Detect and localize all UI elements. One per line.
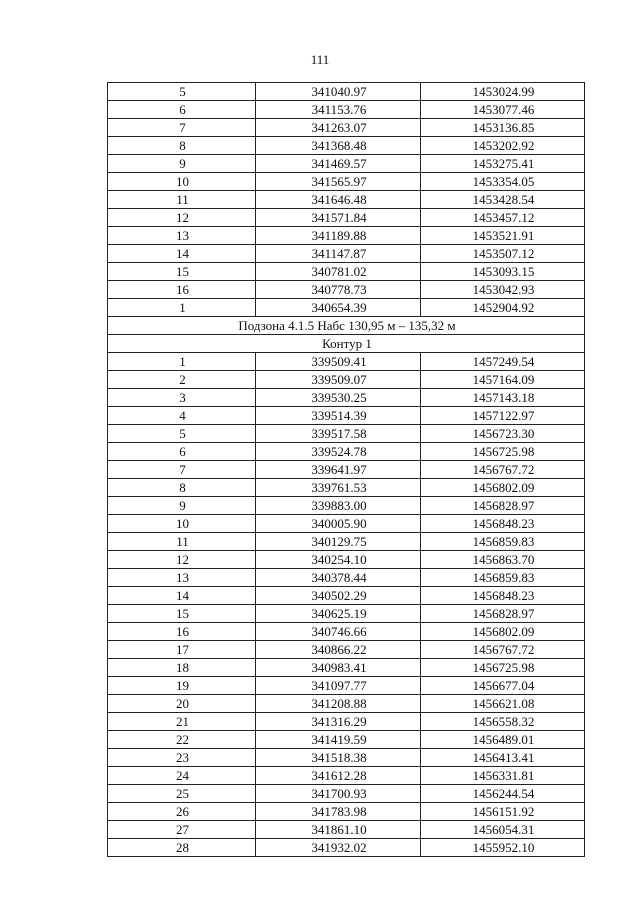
point-number-cell: 5 [108, 83, 256, 101]
table-row [108, 767, 585, 785]
x-coordinate-cell: 339524.78 [256, 443, 421, 461]
point-number-cell: 18 [108, 659, 256, 677]
contour-title: Контур 1 [108, 335, 585, 353]
y-coordinate-cell: 1453042.93 [421, 281, 585, 299]
point-number-cell: 9 [108, 497, 256, 515]
y-coordinate-cell: 1456489.01 [421, 731, 585, 749]
y-coordinate-cell: 1456767.72 [421, 641, 585, 659]
point-number-cell: 20 [108, 695, 256, 713]
y-coordinate-cell: 1456848.23 [421, 587, 585, 605]
x-coordinate-cell: 340983.41 [256, 659, 421, 677]
table-row [108, 479, 585, 497]
point-number-cell: 22 [108, 731, 256, 749]
point-number-cell: 3 [108, 389, 256, 407]
table-row [108, 227, 585, 245]
x-coordinate-cell: 341419.59 [256, 731, 421, 749]
x-coordinate-cell: 339641.97 [256, 461, 421, 479]
table-row [108, 749, 585, 767]
table-row [108, 155, 585, 173]
point-number-cell: 12 [108, 209, 256, 227]
subzone-header [108, 317, 585, 353]
y-coordinate-cell: 1456725.98 [421, 443, 585, 461]
table-row [108, 245, 585, 263]
point-number-cell: 8 [108, 137, 256, 155]
y-coordinate-cell: 1456621.08 [421, 695, 585, 713]
point-number-cell: 16 [108, 281, 256, 299]
table-row [108, 713, 585, 731]
coordinates-block-contour [108, 353, 585, 857]
table-row [108, 371, 585, 389]
point-number-cell: 5 [108, 425, 256, 443]
y-coordinate-cell: 1456558.32 [421, 713, 585, 731]
y-coordinate-cell: 1456802.09 [421, 623, 585, 641]
table-row [108, 605, 585, 623]
y-coordinate-cell: 1453077.46 [421, 101, 585, 119]
x-coordinate-cell: 341147.87 [256, 245, 421, 263]
table-row [108, 533, 585, 551]
y-coordinate-cell: 1456054.31 [421, 821, 585, 839]
x-coordinate-cell: 341469.57 [256, 155, 421, 173]
table-row [108, 569, 585, 587]
point-number-cell: 17 [108, 641, 256, 659]
table-row [108, 677, 585, 695]
point-number-cell: 12 [108, 551, 256, 569]
x-coordinate-cell: 339883.00 [256, 497, 421, 515]
x-coordinate-cell: 341518.38 [256, 749, 421, 767]
point-number-cell: 28 [108, 839, 256, 857]
x-coordinate-cell: 340866.22 [256, 641, 421, 659]
x-coordinate-cell: 341565.97 [256, 173, 421, 191]
point-number-cell: 1 [108, 353, 256, 371]
x-coordinate-cell: 339514.39 [256, 407, 421, 425]
point-number-cell: 10 [108, 515, 256, 533]
point-number-cell: 23 [108, 749, 256, 767]
x-coordinate-cell: 341612.28 [256, 767, 421, 785]
x-coordinate-cell: 340254.10 [256, 551, 421, 569]
x-coordinate-cell: 341646.48 [256, 191, 421, 209]
table-row [108, 641, 585, 659]
point-number-cell: 6 [108, 101, 256, 119]
x-coordinate-cell: 341368.48 [256, 137, 421, 155]
y-coordinate-cell: 1456677.04 [421, 677, 585, 695]
x-coordinate-cell: 339509.07 [256, 371, 421, 389]
contour-row [108, 335, 585, 353]
table-row [108, 137, 585, 155]
x-coordinate-cell: 341571.84 [256, 209, 421, 227]
point-number-cell: 15 [108, 263, 256, 281]
x-coordinate-cell: 339530.25 [256, 389, 421, 407]
point-number-cell: 19 [108, 677, 256, 695]
table-row [108, 551, 585, 569]
y-coordinate-cell: 1453354.05 [421, 173, 585, 191]
point-number-cell: 11 [108, 533, 256, 551]
point-number-cell: 2 [108, 371, 256, 389]
x-coordinate-cell: 341208.88 [256, 695, 421, 713]
y-coordinate-cell: 1456859.83 [421, 533, 585, 551]
table-row [108, 623, 585, 641]
x-coordinate-cell: 341153.76 [256, 101, 421, 119]
table-row [108, 299, 585, 317]
point-number-cell: 4 [108, 407, 256, 425]
table-row [108, 407, 585, 425]
table-row [108, 497, 585, 515]
subzone-row [108, 317, 585, 335]
x-coordinate-cell: 341861.10 [256, 821, 421, 839]
y-coordinate-cell: 1457143.18 [421, 389, 585, 407]
table-row [108, 731, 585, 749]
point-number-cell: 6 [108, 443, 256, 461]
x-coordinate-cell: 341263.07 [256, 119, 421, 137]
x-coordinate-cell: 341700.93 [256, 785, 421, 803]
y-coordinate-cell: 1455952.10 [421, 839, 585, 857]
x-coordinate-cell: 340654.39 [256, 299, 421, 317]
point-number-cell: 16 [108, 623, 256, 641]
y-coordinate-cell: 1456848.23 [421, 515, 585, 533]
point-number-cell: 14 [108, 245, 256, 263]
point-number-cell: 8 [108, 479, 256, 497]
table-row [108, 659, 585, 677]
x-coordinate-cell: 340778.73 [256, 281, 421, 299]
point-number-cell: 24 [108, 767, 256, 785]
subzone-title: Подзона 4.1.5 Набс 130,95 м – 135,32 м [108, 317, 585, 335]
table-row [108, 803, 585, 821]
x-coordinate-cell: 341189.88 [256, 227, 421, 245]
coordinates-table [107, 82, 585, 857]
x-coordinate-cell: 340781.02 [256, 263, 421, 281]
x-coordinate-cell: 339509.41 [256, 353, 421, 371]
y-coordinate-cell: 1456331.81 [421, 767, 585, 785]
table-row [108, 587, 585, 605]
point-number-cell: 13 [108, 227, 256, 245]
table-row [108, 425, 585, 443]
y-coordinate-cell: 1453457.12 [421, 209, 585, 227]
x-coordinate-cell: 341097.77 [256, 677, 421, 695]
table-row [108, 281, 585, 299]
y-coordinate-cell: 1456723.30 [421, 425, 585, 443]
point-number-cell: 27 [108, 821, 256, 839]
x-coordinate-cell: 341316.29 [256, 713, 421, 731]
point-number-cell: 7 [108, 461, 256, 479]
x-coordinate-cell: 340378.44 [256, 569, 421, 587]
y-coordinate-cell: 1456863.70 [421, 551, 585, 569]
table-row [108, 101, 585, 119]
y-coordinate-cell: 1456828.97 [421, 605, 585, 623]
point-number-cell: 25 [108, 785, 256, 803]
point-number-cell: 7 [108, 119, 256, 137]
y-coordinate-cell: 1453428.54 [421, 191, 585, 209]
table-row [108, 443, 585, 461]
y-coordinate-cell: 1456767.72 [421, 461, 585, 479]
point-number-cell: 15 [108, 605, 256, 623]
y-coordinate-cell: 1453507.12 [421, 245, 585, 263]
point-number-cell: 21 [108, 713, 256, 731]
y-coordinate-cell: 1456859.83 [421, 569, 585, 587]
y-coordinate-cell: 1456828.97 [421, 497, 585, 515]
y-coordinate-cell: 1453521.91 [421, 227, 585, 245]
x-coordinate-cell: 340129.75 [256, 533, 421, 551]
point-number-cell: 26 [108, 803, 256, 821]
table-row [108, 191, 585, 209]
table-row [108, 353, 585, 371]
table-row [108, 209, 585, 227]
x-coordinate-cell: 340746.66 [256, 623, 421, 641]
point-number-cell: 11 [108, 191, 256, 209]
table-row [108, 83, 585, 101]
table-row [108, 515, 585, 533]
y-coordinate-cell: 1453136.85 [421, 119, 585, 137]
point-number-cell: 10 [108, 173, 256, 191]
y-coordinate-cell: 1452904.92 [421, 299, 585, 317]
x-coordinate-cell: 339761.53 [256, 479, 421, 497]
x-coordinate-cell: 339517.58 [256, 425, 421, 443]
y-coordinate-cell: 1456151.92 [421, 803, 585, 821]
y-coordinate-cell: 1453024.99 [421, 83, 585, 101]
table-row [108, 173, 585, 191]
table-row [108, 821, 585, 839]
y-coordinate-cell: 1453275.41 [421, 155, 585, 173]
table-row [108, 263, 585, 281]
point-number-cell: 9 [108, 155, 256, 173]
x-coordinate-cell: 341783.98 [256, 803, 421, 821]
table-row [108, 461, 585, 479]
table-row [108, 119, 585, 137]
y-coordinate-cell: 1457122.97 [421, 407, 585, 425]
y-coordinate-cell: 1457249.54 [421, 353, 585, 371]
page-number: 111 [310, 52, 330, 67]
point-number-cell: 14 [108, 587, 256, 605]
x-coordinate-cell: 340625.19 [256, 605, 421, 623]
x-coordinate-cell: 340502.29 [256, 587, 421, 605]
x-coordinate-cell: 341040.97 [256, 83, 421, 101]
x-coordinate-cell: 340005.90 [256, 515, 421, 533]
x-coordinate-cell: 341932.02 [256, 839, 421, 857]
y-coordinate-cell: 1457164.09 [421, 371, 585, 389]
table-row [108, 785, 585, 803]
point-number-cell: 1 [108, 299, 256, 317]
table-row [108, 695, 585, 713]
y-coordinate-cell: 1456802.09 [421, 479, 585, 497]
y-coordinate-cell: 1456413.41 [421, 749, 585, 767]
table-row [108, 839, 585, 857]
y-coordinate-cell: 1456725.98 [421, 659, 585, 677]
y-coordinate-cell: 1453202.92 [421, 137, 585, 155]
y-coordinate-cell: 1453093.15 [421, 263, 585, 281]
table-row [108, 389, 585, 407]
y-coordinate-cell: 1456244.54 [421, 785, 585, 803]
coordinates-block-top [108, 83, 585, 317]
point-number-cell: 13 [108, 569, 256, 587]
